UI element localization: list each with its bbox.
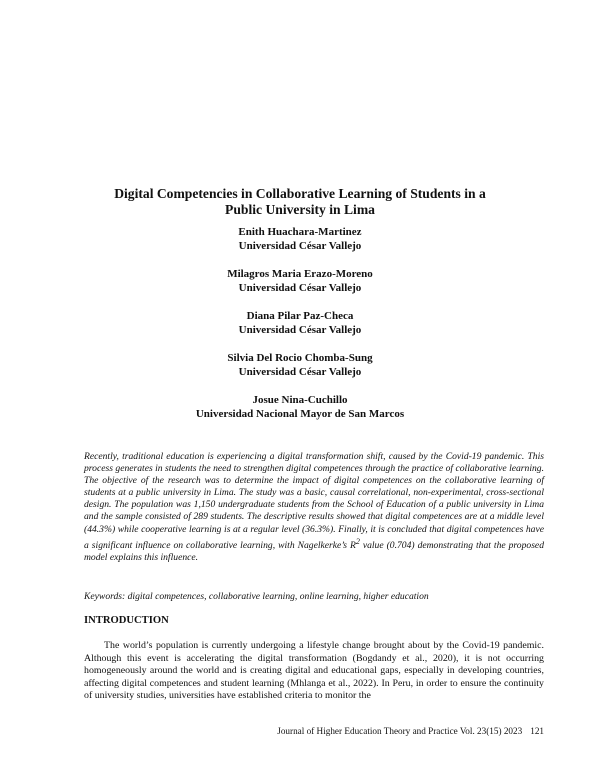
paper-title bbox=[60, 186, 540, 218]
paper-title-line-2: Public University in Lima bbox=[225, 202, 375, 218]
paper-title-line-1: Digital Competencies in Collaborative Learning of Students in a bbox=[114, 186, 486, 202]
author-block bbox=[100, 309, 500, 337]
author-block bbox=[100, 267, 500, 295]
footer-journal: Journal of Higher Education Theory and Practice Vol. 23(15) 2023 bbox=[277, 726, 523, 736]
author-block bbox=[100, 393, 500, 421]
page-number: 121 bbox=[530, 726, 544, 736]
author-block bbox=[100, 225, 500, 253]
author-name: Silvia Del Rocio Chomba-Sung bbox=[227, 352, 373, 364]
author-affiliation: Universidad César Vallejo bbox=[238, 282, 362, 294]
introduction-paragraph: The world’s population is currently undergoing a lifestyle change brought about by the Covid-19 pandemic. Although this event is accelerating the digital transformation (Bogdandy et al., 2020), it is not occurring homogeneously around the world and is creating digital and educational gaps, especially in developing countries, affecting digital competences and student learning (Mhlanga et al., 2022). In Peru, in order to ensure the continuity of university studies, universities have established criteria to monitor the bbox=[84, 640, 544, 702]
author-affiliation: Universidad César Vallejo bbox=[238, 240, 362, 252]
author-affiliation: Universidad César Vallejo bbox=[238, 324, 362, 336]
author-name: Diana Pilar Paz-Checa bbox=[246, 310, 354, 322]
section-heading-introduction: INTRODUCTION bbox=[84, 615, 169, 626]
author-name: Josue Nina-Cuchillo bbox=[252, 394, 348, 406]
abstract-text-end: value (0.704) demonstrating that the proposed model explains this influence. bbox=[84, 539, 544, 563]
author-affiliation: Universidad César Vallejo bbox=[238, 366, 362, 378]
r-squared-superscript: 2 bbox=[355, 536, 360, 546]
author-name: Enith Huachara-Martinez bbox=[238, 226, 362, 238]
abstract bbox=[84, 451, 544, 564]
author-block bbox=[100, 351, 500, 379]
abstract-text: Recently, traditional education is experiencing a digital transformation shift, caused by the Covid-19 pandemic. This process generates in students the need to strengthen digital competences through the practice of collaborative learning. The objective of the research was to determine the impact of digital competences on the collaborative learning of students at a public university in Lima. The study was a basic, causal correlational, non-experimental, cross-sectional design. The population was 1,150 undergraduate students from the School of Education of a public university in Lima and the sample consisted of 289 students. The descriptive results showed that digital competences are at a middle level (44.3%) while cooperative learning is at a regular level (36.3%). Finally, it is concluded that digital competences have a significant influence on collaborative learning, with Nagelkerke’s R bbox=[84, 451, 544, 551]
author-affiliation: Universidad Nacional Mayor de San Marcos bbox=[195, 408, 405, 420]
keywords: Keywords: digital competences, collaborative learning, online learning, higher education bbox=[84, 591, 429, 602]
author-name: Milagros Maria Erazo-Moreno bbox=[227, 268, 373, 280]
author-list bbox=[100, 225, 500, 435]
page-footer bbox=[277, 725, 544, 737]
